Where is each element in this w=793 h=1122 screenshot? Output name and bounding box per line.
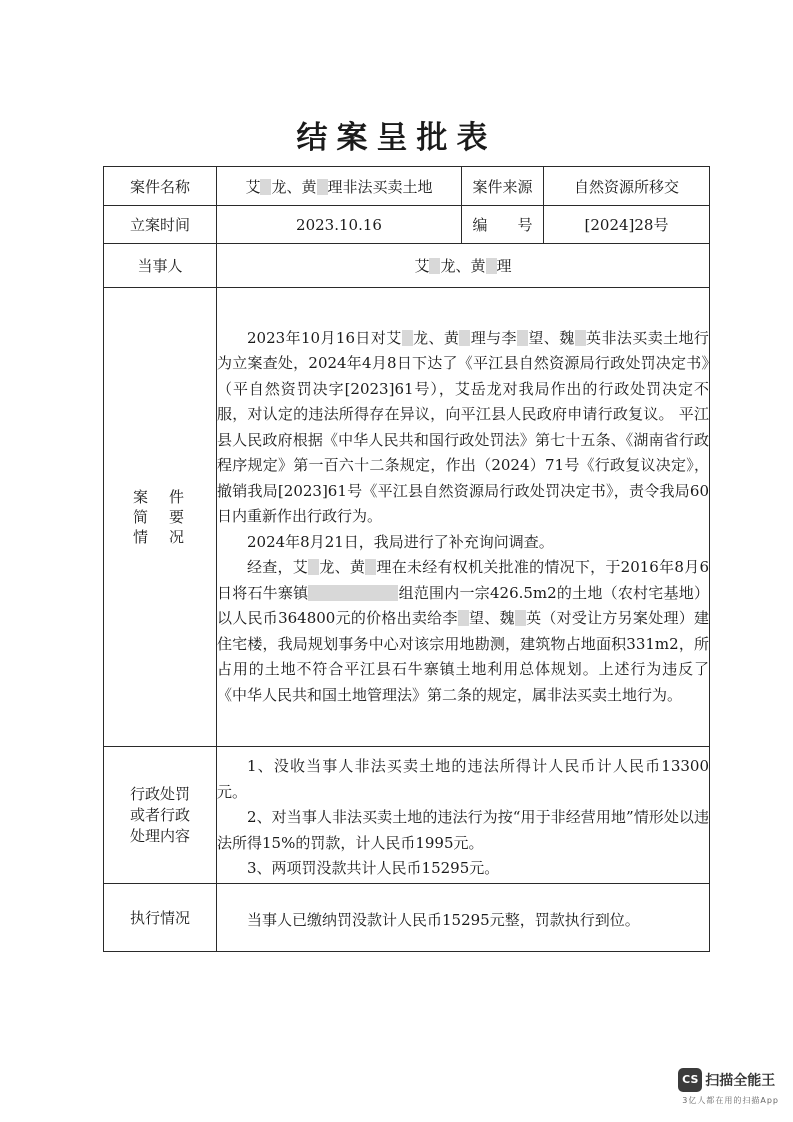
party-part-c: 理 — [496, 257, 512, 275]
case-source-value: 自然资源所移交 — [544, 167, 710, 206]
party-value — [217, 244, 710, 288]
case-summary-label-line: 简 要 — [132, 508, 187, 526]
case-summary-label — [104, 288, 217, 747]
redaction-mark — [575, 330, 586, 346]
case-summary-label-line: 情 况 — [132, 528, 187, 546]
party-label: 当事人 — [104, 244, 217, 288]
filing-date-value: 2023.10.16 — [217, 206, 462, 244]
party-part-b: 龙、黄 — [440, 257, 486, 275]
penalty-item: 2、对当事人非法买卖土地的违法行为按“用于非经营用地”情形处以违法所得15%的罚款，计人民币1995元。 — [217, 808, 709, 852]
row-case-name — [104, 167, 710, 206]
summary-paragraph-2: 2024年8月21日，我局进行了补充询问调查。 — [247, 532, 554, 551]
redaction-mark — [402, 330, 413, 346]
case-summary-text — [217, 288, 710, 747]
row-execution — [104, 884, 710, 952]
penalty-label — [104, 747, 217, 884]
case-number-label: 编 号 — [462, 206, 544, 244]
summary-paragraph-3: 经查，艾 龙、黄 理在未经有权机关批准的情况下，于2016年8月6日将石牛寨镇 组范围内一宗426.5m2的土地（农村宅基地）以人民币364800元的价格出卖给李 望、魏 英（对受让方另案处理）建住宅楼，我局规划事务中心对该宗用地勘测，建筑物占地面积331m2，所占用的土地不符合平江县石牛寨镇土地利用总体规划。上述行为违反了《中华人民共和国土地管理法》第二条的规定，属非法买卖土地行为。 — [217, 558, 709, 704]
filing-date-label: 立案时间 — [104, 206, 217, 244]
redaction-mark — [515, 610, 526, 626]
penalty-text — [217, 747, 710, 884]
case-number-value: [2024]28号 — [544, 206, 710, 244]
case-summary-label-line: 案 件 — [132, 488, 187, 506]
execution-label: 执行情况 — [104, 884, 217, 952]
camscanner-watermark — [678, 1068, 779, 1106]
penalty-item: 3、两项罚没款共计人民币15295元。 — [247, 859, 500, 878]
summary-paragraph-1: 2023年10月16日对艾 龙、黄 理与李 望、魏 英非法买卖土地行为立案查处，2024年4月8日下达了《平江县自然资源局行政处罚决定书》（平自然资罚决字[2023]61号），艾岳龙对我局作出的行政处罚决定不服，对认定的违法所得存在异议，向平江县人民政府申请行政复议。 平江县人民政府根据《中华人民共和国行政处罚法》第七十五条、《湖南省行政程序规定》第一百六十二条规定，作出（2024）71号《行政复议决定》，撤销我局[2023]61号《平江县自然资源局行政处罚决定书》，责令我局60日内重新作出行政行为。 — [217, 328, 709, 526]
redaction-mark — [517, 330, 528, 346]
camscanner-logo-icon: CS — [678, 1068, 702, 1092]
execution-paragraph: 当事人已缴纳罚没款计人民币15295元整，罚款执行到位。 — [247, 910, 640, 929]
camscanner-name: 扫描全能王 — [705, 1073, 776, 1089]
redaction-mark — [308, 585, 398, 601]
execution-text — [217, 884, 710, 952]
redaction-mark — [308, 559, 319, 575]
penalty-label-line: 处理内容 — [129, 826, 190, 845]
party-part-a: 艾 — [414, 257, 430, 275]
row-filing-date — [104, 206, 710, 244]
penalty-label-line: 行政处罚 — [129, 784, 190, 803]
redaction-mark — [459, 330, 470, 346]
case-name-part-b: 龙、黄 — [271, 177, 317, 196]
redaction-mark — [260, 179, 271, 195]
case-name-label: 案件名称 — [104, 167, 217, 206]
redaction-mark — [458, 610, 469, 626]
redaction-mark — [317, 179, 328, 195]
row-party — [104, 244, 710, 288]
redaction-mark — [486, 258, 497, 274]
case-name-value — [217, 167, 462, 206]
case-name-part-c: 理非法买卖土地 — [327, 177, 433, 196]
row-penalty — [104, 747, 710, 884]
redaction-mark — [429, 258, 440, 274]
case-name-part-a: 艾 — [245, 177, 261, 196]
redaction-mark — [365, 559, 376, 575]
case-source-label: 案件来源 — [462, 167, 544, 206]
row-case-summary — [104, 288, 710, 747]
penalty-item: 1、没收当事人非法买卖土地的违法所得计人民币计人民币13300元。 — [217, 757, 709, 801]
case-closure-form — [103, 166, 710, 952]
camscanner-slogan: 3亿人都在用的扫描App — [682, 1096, 779, 1105]
penalty-label-line: 或者行政 — [129, 805, 190, 824]
page-title: 结案呈批表 — [296, 120, 497, 156]
